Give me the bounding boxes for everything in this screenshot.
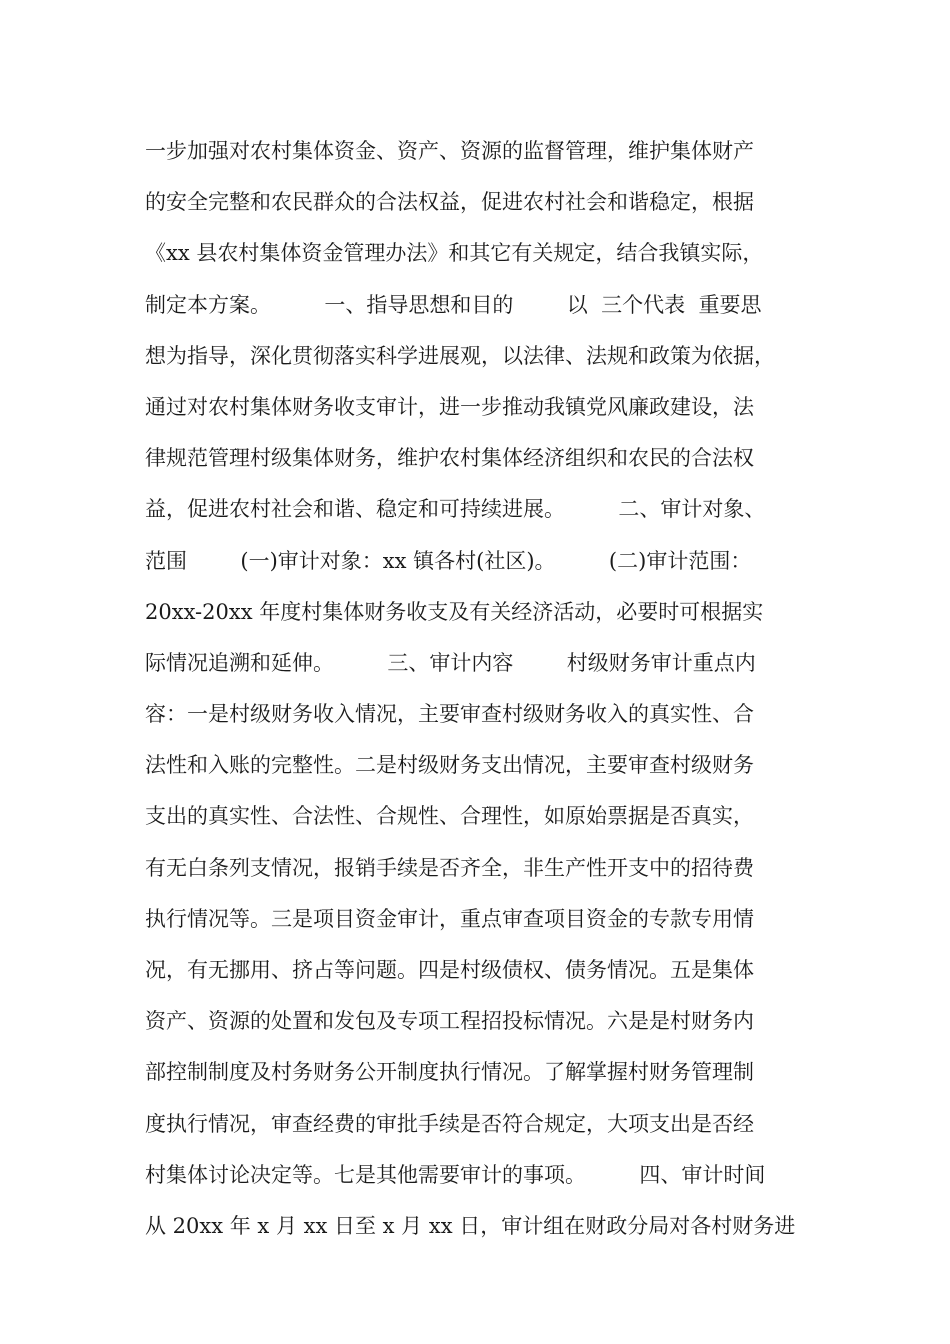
text-line: 《xx 县农村集体资金管理办法》和其它有关规定，结合我镇实际，: [145, 241, 764, 266]
text-line: 想为指导，深化贯彻落实科学进展观，以法律、法规和政策为依据，: [145, 343, 775, 368]
text-line: 容：一是村级财务收入情况，主要审查村级财务收入的真实性、合: [145, 702, 754, 727]
text-line: 律规范管理村级集体财务，维护农村集体经济组织和农民的合法权: [145, 446, 754, 471]
text-line: 法性和入账的完整性。二是村级财务支出情况，主要审查村级财务: [145, 753, 754, 778]
text-line: 有无白条列支情况，报销手续是否齐全，非生产性开支中的招待费: [145, 855, 754, 880]
text-line: 际情况追溯和延伸。 三、审计内容 村级财务审计重点内: [145, 650, 756, 675]
text-line: 村集体讨论决定等。七是其他需要审计的事项。 四、审计时间: [145, 1162, 766, 1187]
text-line: 制定本方案。 一、指导思想和目的 以 三个代表 重要思: [145, 292, 762, 317]
text-line: 况，有无挪用、挤占等问题。四是村级债权、债务情况。五是集体: [145, 958, 754, 982]
text-line: 一步加强对农村集体资金、资产、资源的监督管理，维护集体财产: [145, 139, 754, 163]
text-line: 20xx-20xx 年度村集体财务收支及有关经济活动，必要时可根据实: [145, 599, 764, 624]
body-text: [145, 126, 845, 1252]
text-line: 从 20xx 年 x 月 xx 日至 x 月 xx 日，审计组在财政分局对各村财务进: [145, 1213, 796, 1238]
text-line: 范围 (一)审计对象：xx 镇各村(社区)。 (二)审计范围：: [145, 548, 752, 573]
text-line: 执行情况等。三是项目资金审计，重点审查项目资金的专款专用情: [145, 906, 754, 931]
text-line: 资产、资源的处置和发包及专项工程招投标情况。六是是村财务内: [145, 1009, 754, 1034]
text-line: 的安全完整和农民群众的合法权益，促进农村社会和谐稳定，根据: [145, 190, 754, 215]
text-line: 支出的真实性、合法性、合规性、合理性，如原始票据是否真实，: [145, 804, 754, 829]
text-line: 益，促进农村社会和谐、稳定和可持续进展。 二、审计对象、: [145, 497, 766, 522]
text-line: 度执行情况，审查经费的审批手续是否符合规定，大项支出是否经: [145, 1111, 754, 1136]
text-line: 部控制制度及村务财务公开制度执行情况。了解掌握村财务管理制: [145, 1060, 754, 1085]
text-line: 通过对农村集体财务收支审计，进一步推动我镇党风廉政建设，法: [145, 394, 754, 419]
